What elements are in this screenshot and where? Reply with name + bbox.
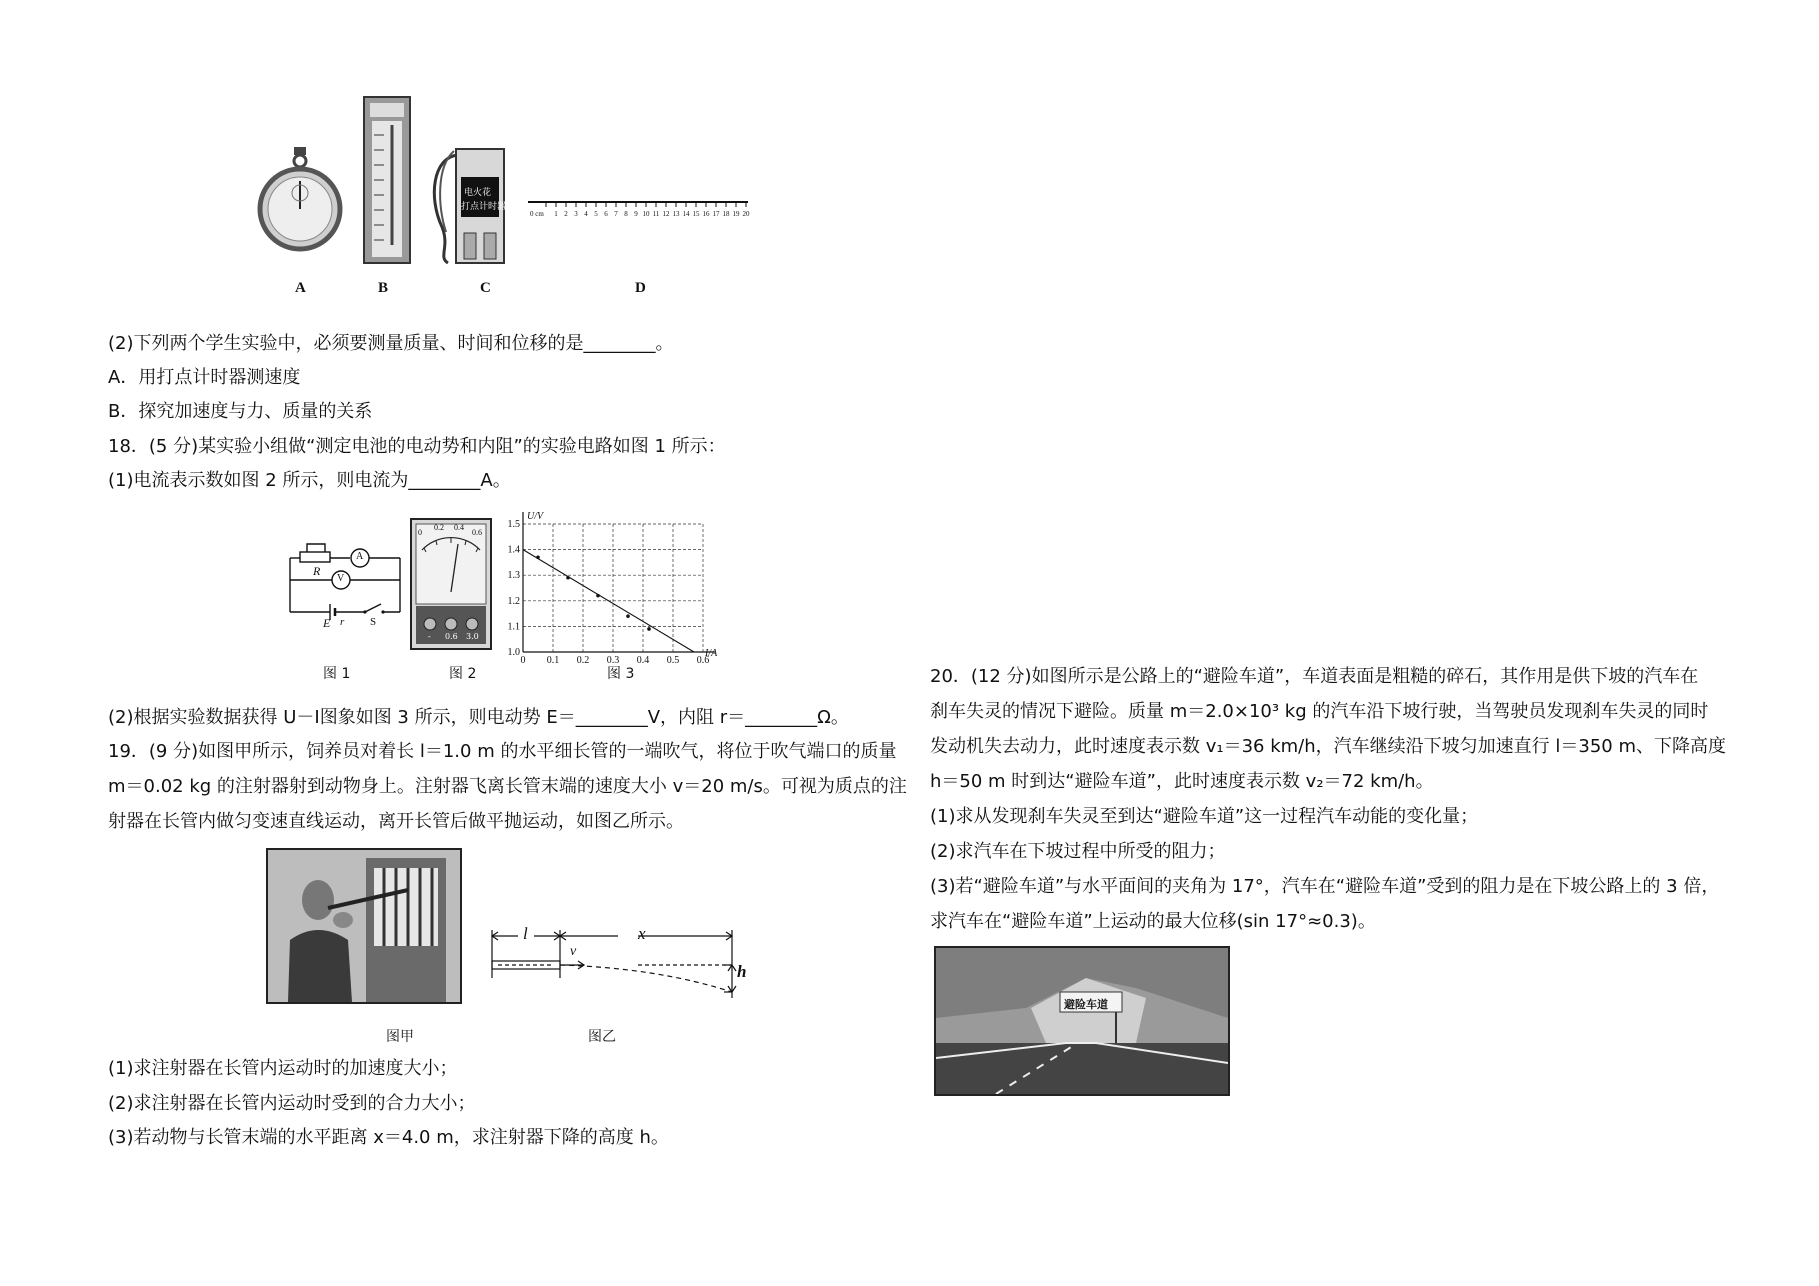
spring-scale-image	[362, 95, 412, 265]
timer-label-2: 打点计时器	[461, 202, 507, 212]
ruler-tick-label: 12	[662, 210, 670, 218]
chart-y-tick-label: 1.2	[507, 595, 520, 607]
ruler-tick-label: 1	[554, 210, 558, 218]
escape-lane-sign: 避险车道	[1064, 998, 1108, 1011]
chart-x-tick-label: 0.2	[576, 655, 590, 665]
ruler-tick-label: 19	[732, 210, 740, 218]
diagram-label-v: v	[570, 944, 577, 959]
ruler-tick-label: 18	[722, 210, 730, 218]
q20-line4: h＝50 m 时到达“避险车道”，此时速度表示数 v₂＝72 km/h。	[930, 771, 1434, 792]
ruler-tick-label: 14	[682, 210, 690, 218]
chart-y-tick-label: 1.4	[507, 544, 520, 556]
q17-option-a: A．用打点计时器测速度	[108, 367, 301, 388]
meter-scale-04: 0.4	[454, 523, 464, 532]
ruler-tick-label: 5	[594, 210, 598, 218]
chart-y-tick-label: 1.1	[507, 621, 520, 633]
stopwatch-image	[256, 145, 344, 255]
label-d: D	[635, 280, 646, 296]
q19-part3: (3)若动物与长管末端的水平距离 x＝4.0 m，求注射器下降的高度 h。	[108, 1127, 669, 1148]
diagram-label-l: l	[523, 924, 528, 943]
q20-line3: 发动机失去动力，此时速度表示数 v₁＝36 km/h，汽车继续沿下坡匀加速直行 l＝350 m、下降高度	[930, 736, 1726, 757]
ammeter-image	[410, 518, 492, 650]
chart-y-tick-label: 1.3	[507, 570, 520, 582]
circuit-label-s: S	[370, 616, 377, 628]
ruler-tick-label: 17	[712, 210, 720, 218]
q18-part1: (1)电流表示数如图 2 所示，则电流为________A。	[108, 470, 511, 491]
ruler-image	[528, 200, 750, 224]
chart-y-axis-label: U/V	[527, 511, 544, 522]
keeper-photo	[266, 848, 462, 1004]
diagram-label-h: h	[737, 962, 747, 981]
fig-b-caption: 图乙	[588, 1029, 616, 1045]
q20-line2: 刹车失灵的情况下避险。质量 m＝2.0×10³ kg 的汽车沿下坡行驶，当驾驶员发现刹车失灵的同时	[930, 701, 1709, 722]
chart-x-tick-label: 0.6	[696, 655, 710, 665]
q20-line1: 20．(12 分)如图所示是公路上的“避险车道”，车道表面是粗糙的碎石，其作用是供下坡的汽车在	[930, 666, 1699, 687]
ruler-tick-label: 8	[624, 210, 628, 218]
ruler-tick-label: 3	[574, 210, 578, 218]
q19-line2: m＝0.02 kg 的注射器射到动物身上。注射器飞离长管末端的速度大小 v＝20 m/s。可视为质点的注	[108, 776, 907, 797]
ruler-tick-label: 2	[564, 210, 568, 218]
circuit-label-r: R	[313, 564, 321, 578]
chart-x-tick-label: 0.4	[636, 655, 650, 665]
chart-x-tick-label: 0.3	[606, 655, 620, 665]
ruler-tick-label: 4	[584, 210, 588, 218]
fig1-caption: 图 1	[323, 666, 351, 682]
q19-part1: (1)求注射器在长管内运动时的加速度大小；	[108, 1058, 458, 1079]
ruler-tick-label: 16	[702, 210, 710, 218]
escape-lane-photo	[934, 946, 1230, 1096]
q19-line1: 19．(9 分)如图甲所示，饲养员对着长 l＝1.0 m 的水平细长管的一端吹气，将位于吹气端口的质量	[108, 741, 897, 762]
fig2-caption: 图 2	[449, 666, 477, 682]
chart-x-axis-label: I/A	[705, 648, 718, 659]
ruler-tick-label: 15	[692, 210, 700, 218]
circuit-label-r-small: r	[340, 616, 345, 628]
fig-a-caption: 图甲	[386, 1029, 414, 1045]
label-b: B	[378, 280, 389, 296]
diagram-label-x: x	[638, 924, 646, 943]
q18-stem: 18．(5 分)某实验小组做“测定电池的电动势和内阻”的实验电路如图 1 所示：	[108, 436, 726, 457]
circuit-diagram	[285, 540, 410, 630]
q17-part2: (2)下列两个学生实验中，必须要测量质量、时间和位移的是________。	[108, 333, 674, 354]
chart-x-tick-label: 0	[520, 655, 526, 665]
meter-scale-06: 0.6	[472, 528, 482, 537]
circuit-label-e: E	[323, 616, 331, 630]
q18-part2: (2)根据实验数据获得 U－I图象如图 3 所示，则电动势 E＝________V，内阻 r＝________Ω。	[108, 707, 849, 728]
q17-option-b: B．探究加速度与力、质量的关系	[108, 401, 373, 422]
q20-part2: (2)求汽车在下坡过程中所受的阻力；	[930, 841, 1226, 862]
q20-part1: (1)求从发现刹车失灵至到达“避险车道”这一过程汽车动能的变化量；	[930, 806, 1479, 827]
ruler-tick-label: 7	[614, 210, 618, 218]
ruler-unit-label: 0 cm	[530, 210, 544, 218]
ruler-tick-label: 13	[672, 210, 680, 218]
meter-scale-02: 0.2	[434, 523, 444, 532]
timer-label-1: 电火花	[464, 188, 492, 198]
chart-data-point	[536, 555, 540, 559]
label-c: C	[480, 280, 491, 296]
chart-y-tick-label: 1.0	[507, 647, 520, 658]
meter-terminal-neg: -	[428, 632, 431, 641]
ruler-tick-label: 20	[742, 210, 750, 218]
q20-part3b: 求汽车在“避险车道”上运动的最大位移(sin 17°≈0.3)。	[930, 911, 1376, 932]
label-a: A	[295, 280, 306, 296]
chart-data-point	[647, 627, 651, 631]
chart-x-tick-label: 0.5	[666, 655, 680, 665]
chart-x-tick-label: 0.1	[546, 655, 560, 665]
ruler-tick-label: 11	[652, 210, 660, 218]
q20-part3a: (3)若“避险车道”与水平面间的夹角为 17°，汽车在“避险车道”受到的阻力是在下坡公路上的 3 倍，	[930, 876, 1720, 897]
ruler-tick-label: 9	[634, 210, 638, 218]
chart-y-tick-label: 1.5	[507, 519, 520, 530]
chart-data-point	[626, 614, 630, 618]
circuit-label-v: V	[337, 573, 345, 584]
chart-data-point	[596, 594, 600, 598]
q19-line3: 射器在长管内做匀变速直线运动，离开长管后做平抛运动，如图乙所示。	[108, 811, 684, 832]
fig3-caption: 图 3	[607, 666, 635, 682]
q19-part2: (2)求注射器在长管内运动时受到的合力大小；	[108, 1093, 476, 1114]
chart-data-point	[566, 576, 570, 580]
apparatus-figure	[250, 95, 750, 305]
meter-scale-0: 0	[418, 528, 422, 537]
ui-graph	[495, 510, 720, 665]
ruler-tick-label: 10	[642, 210, 650, 218]
circuit-label-a: A	[356, 551, 364, 562]
meter-terminal-3: 3.0	[466, 632, 479, 641]
ruler-tick-label: 6	[604, 210, 608, 218]
meter-terminal-06: 0.6	[445, 632, 458, 641]
